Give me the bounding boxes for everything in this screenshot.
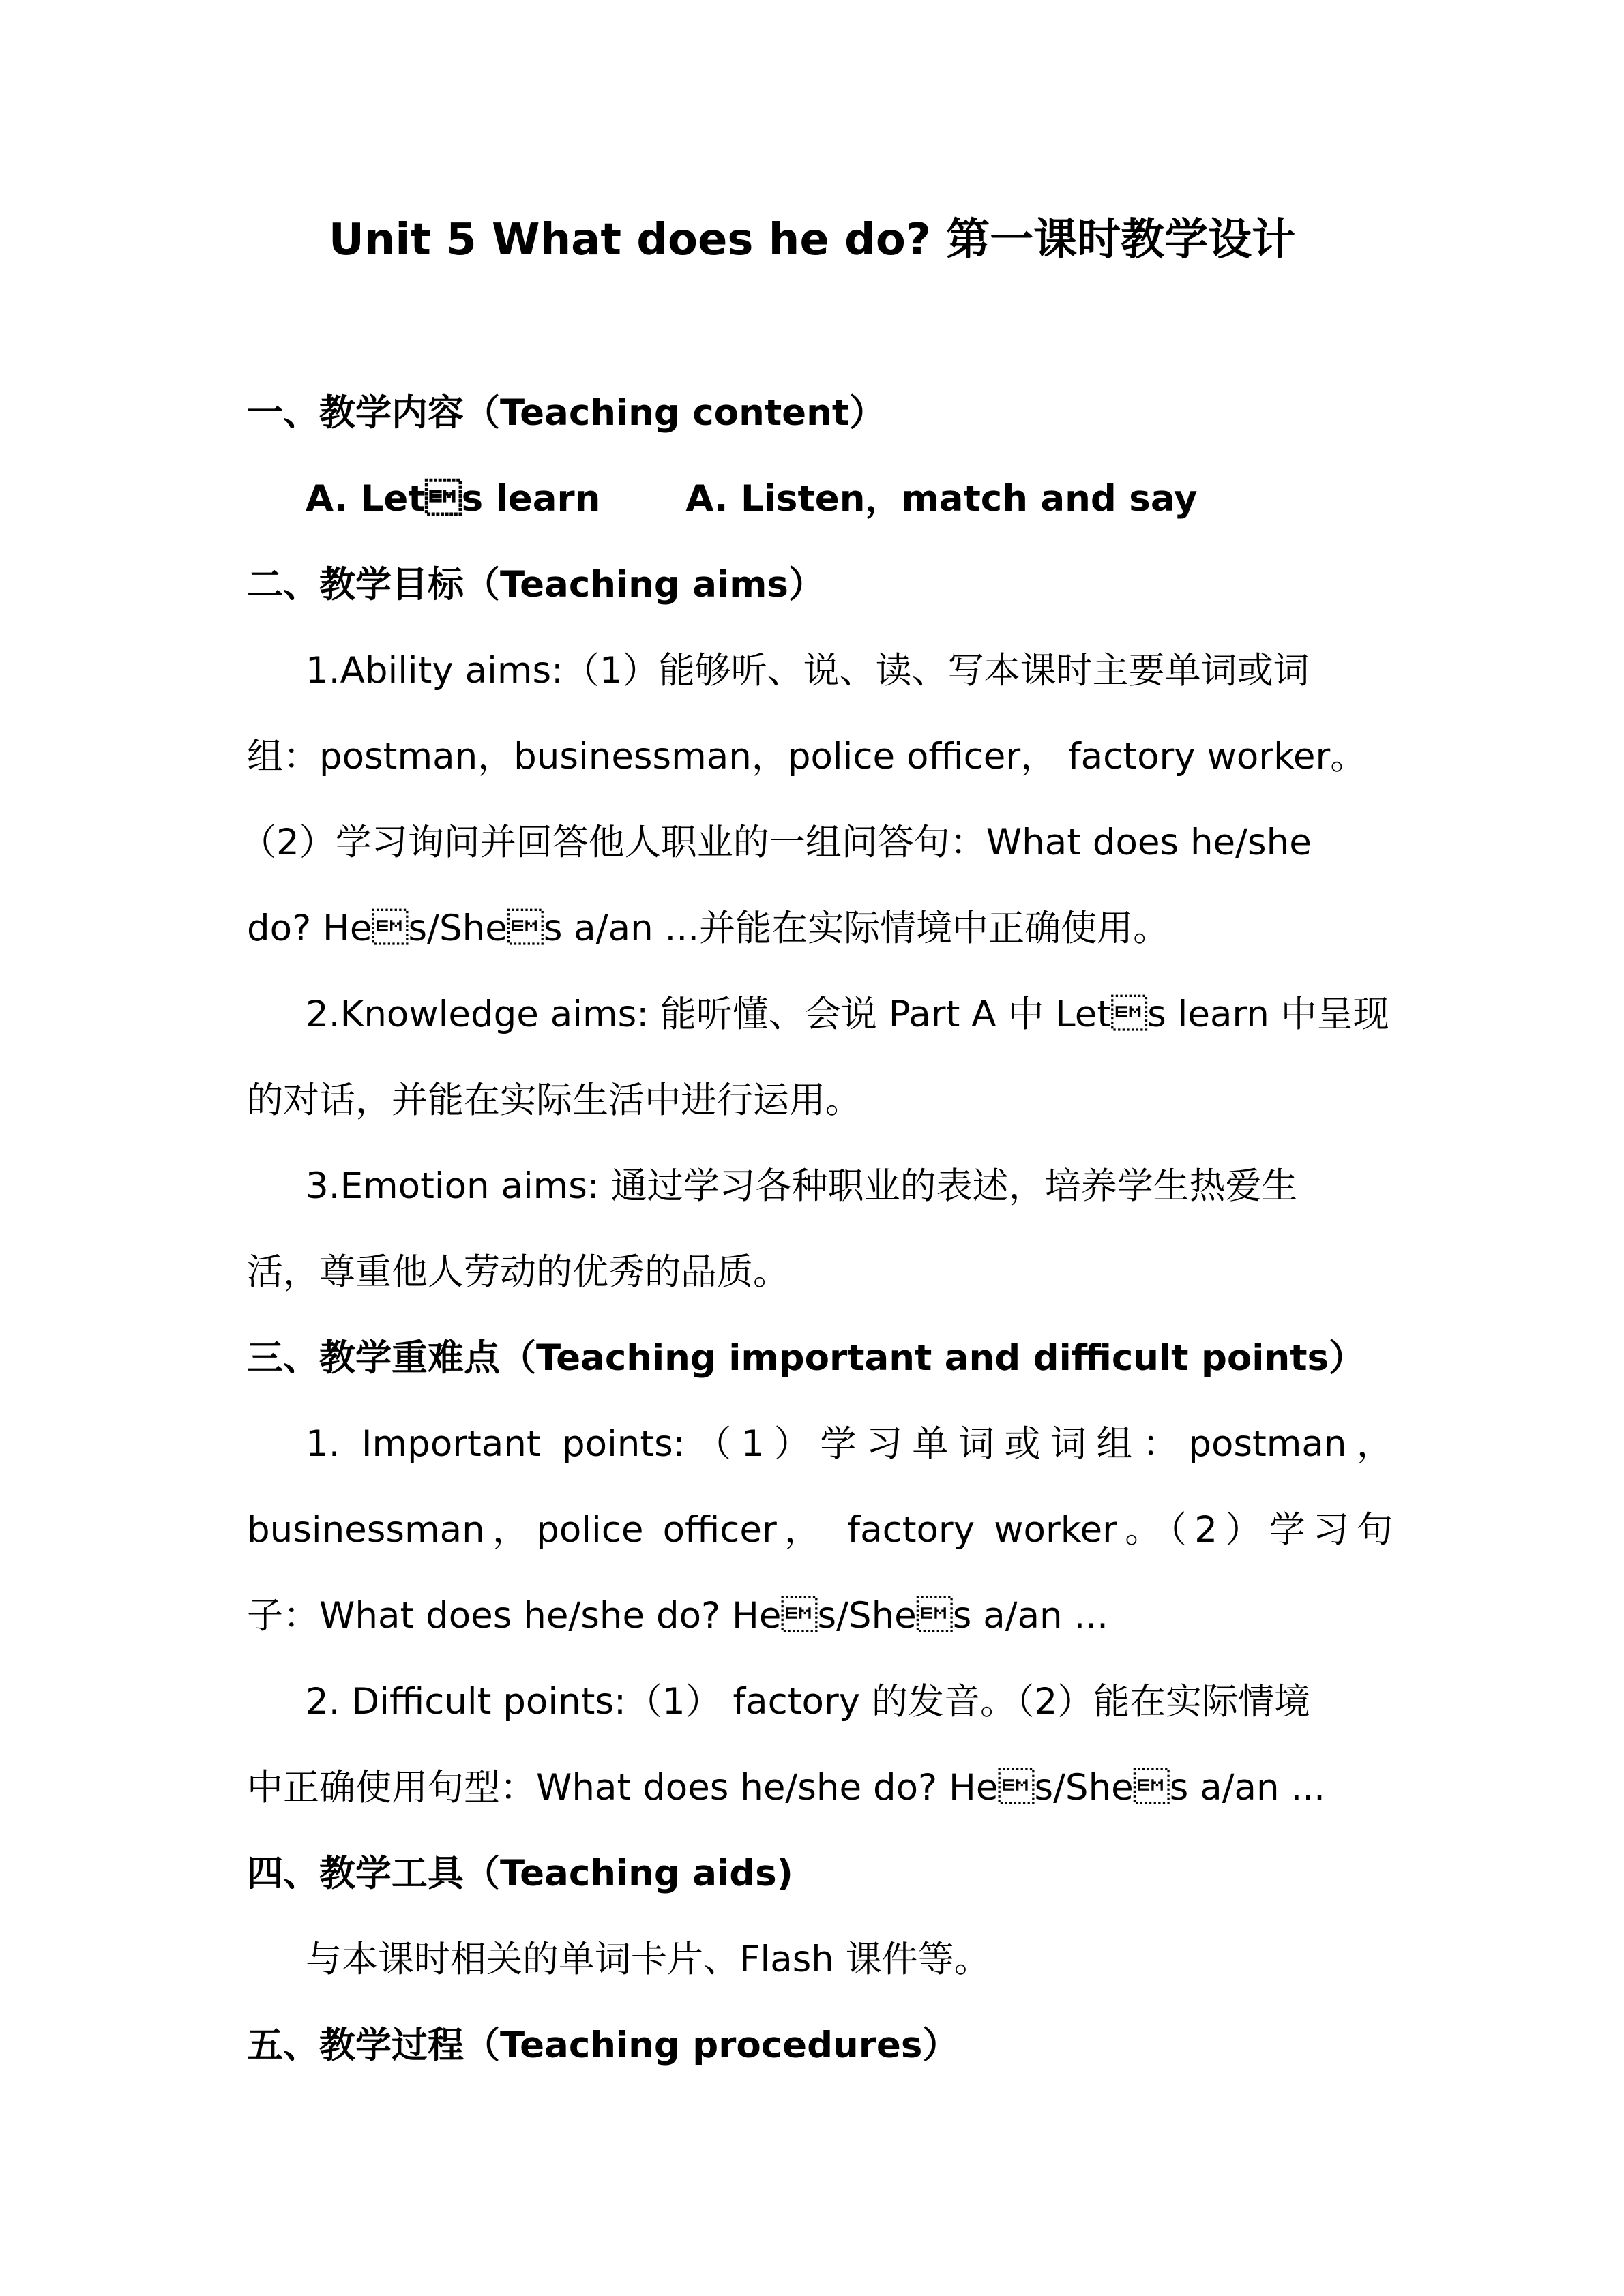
section-heading-content: 一、教学内容（Teaching content） — [247, 392, 886, 434]
points-line: 子：What does he/she do? Hes/Shes a/an ... — [247, 1595, 1109, 1637]
section-heading-points: 三、教学重难点（Teaching important and difficult points） — [247, 1337, 1365, 1379]
aims-line: 1.Ability aims:（1）能够听、说、读、写本课时主要单词或词 — [306, 650, 1310, 691]
aims-line: 组：postman，businessman，police officer， factory worker。 — [247, 736, 1367, 777]
points-line: businessman，police officer， factory worker。（2）学习句 — [247, 1509, 1393, 1551]
aims-line: 活，尊重他人劳动的优秀的品质。 — [247, 1251, 789, 1293]
aims-line: 3.Emotion aims: 通过学习各种职业的表述，培养学生热爱生 — [306, 1165, 1298, 1207]
aims-line: 2.Knowledge aims: 能听懂、会说 Part A 中 Lets learn 中呈现 — [306, 994, 1389, 1035]
aims-line: （2）学习询问并回答他人职业的一组问答句：What does he/she — [240, 822, 1312, 863]
section-heading-procedures: 五、教学过程（Teaching procedures） — [247, 2025, 959, 2066]
tools-line: 与本课时相关的单词卡片、Flash 课件等。 — [306, 1939, 990, 1980]
points-line: 中正确使用句型：What does he/she do? Hes/Shes a/an ... — [247, 1767, 1326, 1808]
content-line — [306, 475, 1451, 524]
page-title: Unit 5 What does he do? 第一课时教学设计 — [328, 215, 1296, 265]
aims-line: 的对话，并能在实际生活中进行运用。 — [247, 1079, 861, 1121]
section-heading-tools: 四、教学工具（Teaching aids) — [247, 1853, 793, 1894]
content-item-lets-learn: A. Lets learn — [306, 478, 601, 520]
points-line: 2. Difficult points:（1） factory 的发音。（2）能在实际情境 — [306, 1681, 1311, 1723]
section-heading-aims: 二、教学目标（Teaching aims） — [247, 564, 825, 606]
content-item-listen-match: A. Listen，match and say — [685, 478, 1198, 520]
aims-line: do? Hes/Shes a/an ...并能在实际情境中正确使用。 — [247, 908, 1170, 949]
points-line: 1. Important points:（1）学习单词或词组：postman， — [306, 1423, 1393, 1465]
